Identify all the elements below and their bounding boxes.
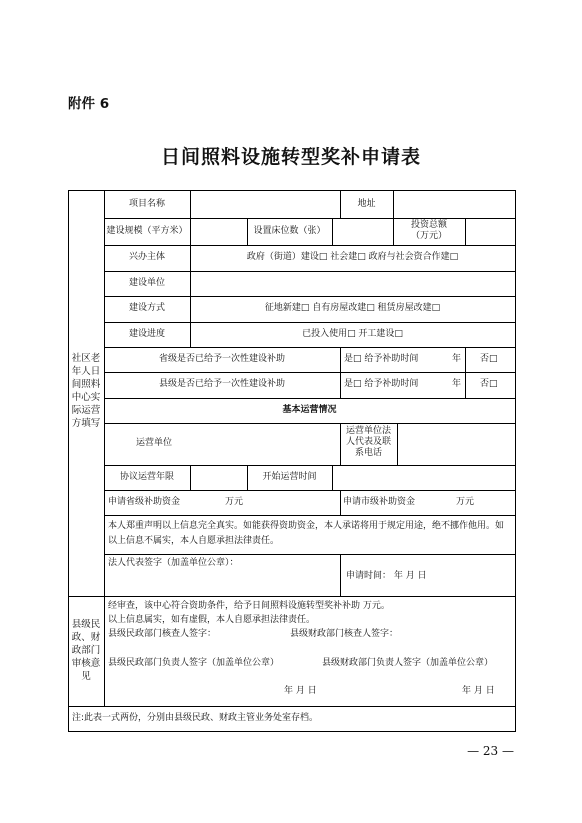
page-title: 日间照料设施转型奖补申请表 (160, 146, 421, 168)
cell-divider (340, 347, 341, 398)
side-label-county: 县级民 政、财 政部门 审核意 见 (71, 619, 101, 682)
county-no-option[interactable]: 否□ (480, 379, 498, 389)
label-county-subsidy: 县级是否已给予一次性建设补助 (158, 379, 285, 389)
cell-divider (340, 554, 341, 596)
cell-divider (465, 347, 466, 398)
section-line (68, 596, 516, 597)
attachment-label: 附件 6 (68, 96, 110, 112)
label-operator-rep: 运营单位法 人代表及联 系电话 (345, 426, 391, 458)
table-border-right (515, 190, 516, 731)
build-method-options[interactable]: 征地新建□ 自有房屋改建□ 租赁房屋改建□ (264, 303, 441, 313)
row-line (104, 398, 515, 399)
start-time-field[interactable] (332, 467, 513, 489)
cell-divider (340, 490, 341, 515)
label-address: 地址 (357, 199, 376, 209)
provincial-yes-option[interactable]: 是□ 给予补助时间 (344, 354, 419, 364)
label-apply-provincial: 申请省级补助资金 (108, 497, 181, 507)
row-line (68, 706, 516, 707)
date-right: 年 月 日 (462, 686, 495, 696)
review-line-2: 以上信息属实，如有虚假，本人自愿承担法律责任。 (108, 615, 316, 625)
row-line (104, 490, 515, 491)
row-line (104, 515, 515, 516)
label-build-unit: 建设单位 (128, 278, 165, 288)
county-year-label: 年 (452, 379, 462, 389)
section-basic-info: 基本运营情况 (282, 405, 337, 415)
date-left: 年 月 日 (284, 686, 317, 696)
row-line (104, 372, 515, 373)
row-line (104, 322, 515, 323)
apply-city-unit: 万元 (456, 497, 475, 507)
page-number: — 23 — (467, 744, 514, 758)
label-build-progress: 建设进度 (128, 329, 165, 339)
side-label-community: 社区老 年人日 间照料 中心实 际运营 方填写 (71, 353, 101, 429)
label-legal-sign: 法人代表签字（加盖单位公章）： (108, 558, 239, 568)
row-line (104, 347, 515, 348)
table-border-top (68, 190, 516, 191)
operator-field[interactable] (190, 425, 338, 463)
review-line-1: 经审查，该中心符合资助条件，给予日间照料设施转型奖补补助 万元。 (108, 601, 390, 611)
contract-years-field[interactable] (190, 467, 246, 489)
label-project-name: 项目名称 (128, 199, 165, 209)
build-unit-field[interactable] (190, 273, 513, 295)
row-line (104, 465, 515, 466)
row-line (104, 271, 515, 272)
label-build-method: 建设方式 (128, 303, 165, 313)
label-finance-reviewer: 县级财政部门核查人签字： (290, 629, 399, 639)
row-line (104, 554, 515, 555)
table-border-bottom (68, 731, 516, 732)
apply-provincial-unit: 万元 (225, 497, 244, 507)
declaration-text: 本人郑重声明以上信息完全真实。如能获得资助资金，本人承诺将用于规定用途，绝不挪作他用。如以上信息不属实，本人自愿承担法律责任。 (108, 521, 505, 546)
label-operator: 运营单位 (135, 438, 172, 448)
bed-count-field[interactable] (332, 220, 392, 244)
project-name-field[interactable] (190, 192, 340, 216)
county-yes-option[interactable]: 是□ 给予补助时间 (344, 379, 419, 389)
investment-field[interactable] (465, 220, 513, 244)
label-finance-head: 县级财政部门负责人签字（加盖单位公章） (322, 658, 494, 668)
label-civil-reviewer: 县级民政部门核查人签字： (108, 629, 217, 639)
build-scale-field[interactable] (190, 220, 246, 244)
row-line (104, 218, 515, 219)
label-contract-years: 协议运营年限 (119, 472, 174, 482)
label-build-scale: 建设规模（平方米） (106, 226, 188, 236)
label-civil-head: 县级民政部门负责人签字（加盖单位公章） (108, 658, 280, 668)
label-bed-count: 设置床位数（张） (253, 226, 326, 236)
label-start-time: 开始运营时间 (262, 472, 317, 482)
provincial-no-option[interactable]: 否□ (480, 354, 498, 364)
row-line (104, 245, 515, 246)
organizer-options[interactable]: 政府（街道）建设□ 社会建□ 政府与社会资合作建□ (246, 252, 459, 262)
address-field[interactable] (393, 192, 513, 216)
label-provincial-subsidy: 省级是否已给予一次性建设补助 (158, 354, 285, 364)
label-apply-time: 申请时间： 年 月 日 (346, 571, 427, 581)
label-organizer: 兴办主体 (128, 252, 165, 262)
row-line (104, 296, 515, 297)
row-line (104, 423, 515, 424)
note-text: 注:此表一式两份，分别由县级民政、财政主管业务处室存档。 (72, 713, 319, 723)
operator-rep-field[interactable] (397, 425, 513, 463)
provincial-year-label: 年 (452, 354, 462, 364)
build-progress-options[interactable]: 已投入使用□ 开工建设□ (302, 329, 403, 339)
label-investment: 投资总额 （万元） (410, 220, 447, 241)
label-apply-city: 申请市级补助资金 (343, 497, 416, 507)
